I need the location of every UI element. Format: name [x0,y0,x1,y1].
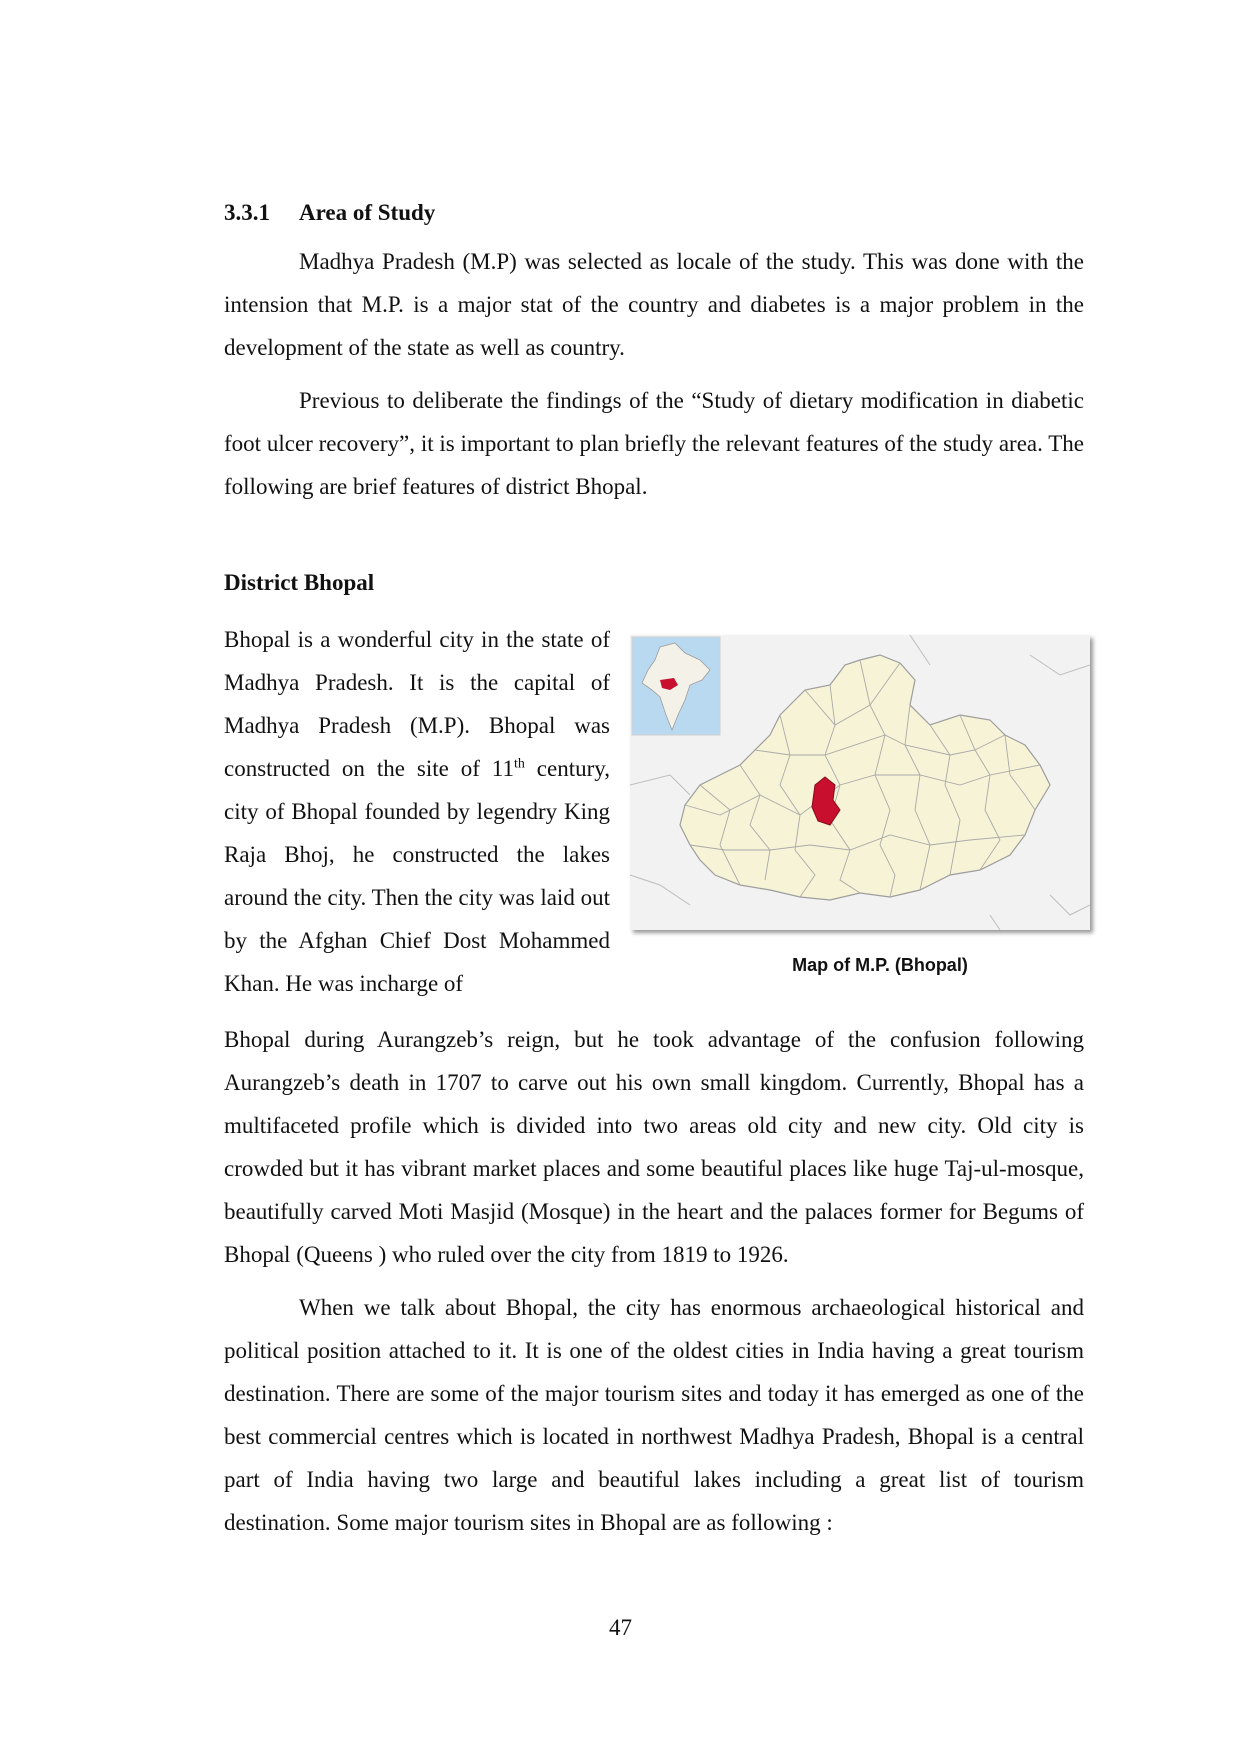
section-number: 3.3.1 [224,200,270,225]
paragraph-locale: Madhya Pradesh (M.P) was selected as locale of the study. This was done with the intension that M.P. is a major stat of the country and diabetes is a major problem in the development of the state as well as country. [224,249,1084,360]
mp-map-svg [630,635,1090,930]
paragraph-bhopal-intro [224,618,610,1005]
paragraph-continuation: Bhopal during Aurangzeb’s reign, but he took advantage of the confusion following Aurangzeb’s death in 1707 to carve out his own small kingdom. Currently, Bhopal has a multifaceted profile which is divided into two areas old city and new city. Old city is crowded but it has vibrant market places and some beautiful places like huge Taj-ul-mosque, beautifully carved Moti Masjid (Mosque) in the heart and the palaces former for Begums of Bhopal (Queens ) who ruled over the city from 1819 to 1926. [224,1027,1084,1267]
map-figure [630,635,1090,930]
superscript-th: th [513,756,525,772]
section-heading [224,200,435,226]
paragraph-tourism: When we talk about Bhopal, the city has enormous archaeological historical and political position attached to it. It is one of the oldest cities in India having a great tourism destination. There are some of the major tourism sites and today it has emerged as one of the best commercial centres which is located in northwest Madhya Pradesh, Bhopal is a central part of India having two large and beautiful lakes including a great list of tourism destination. Some major tourism sites in Bhopal are as following : [224,1295,1084,1535]
section-title: Area of Study [299,200,436,225]
paragraph-features: Previous to deliberate the findings of the “Study of dietary modification in diabetic foot ulcer recovery”, it is important to plan briefly the relevant features of the study area. The following are brief features of district Bhopal. [224,388,1084,499]
intro-text-part1: Bhopal is a wonderful city in the state of Madhya Pradesh. It is the capital of Madhya Pradesh (M.P). Bhopal was constructed on the site of 11 [224,627,610,781]
wrapped-text-column [224,618,610,1005]
figure-caption: Map of M.P. (Bhopal) [792,955,968,975]
intro-block [224,240,1084,508]
intro-text-part2: century, city of Bhopal founded by legendry King Raja Bhoj, he constructed the lakes around the city. Then the city was laid out by the Afghan Chief Dost Mohammed Khan. He was incharge of [224,756,611,996]
continuation-block [224,1018,1084,1544]
india-inset-map [632,637,720,735]
page-number: 47 [609,1615,632,1640]
subheading-district: District Bhopal [224,570,375,595]
